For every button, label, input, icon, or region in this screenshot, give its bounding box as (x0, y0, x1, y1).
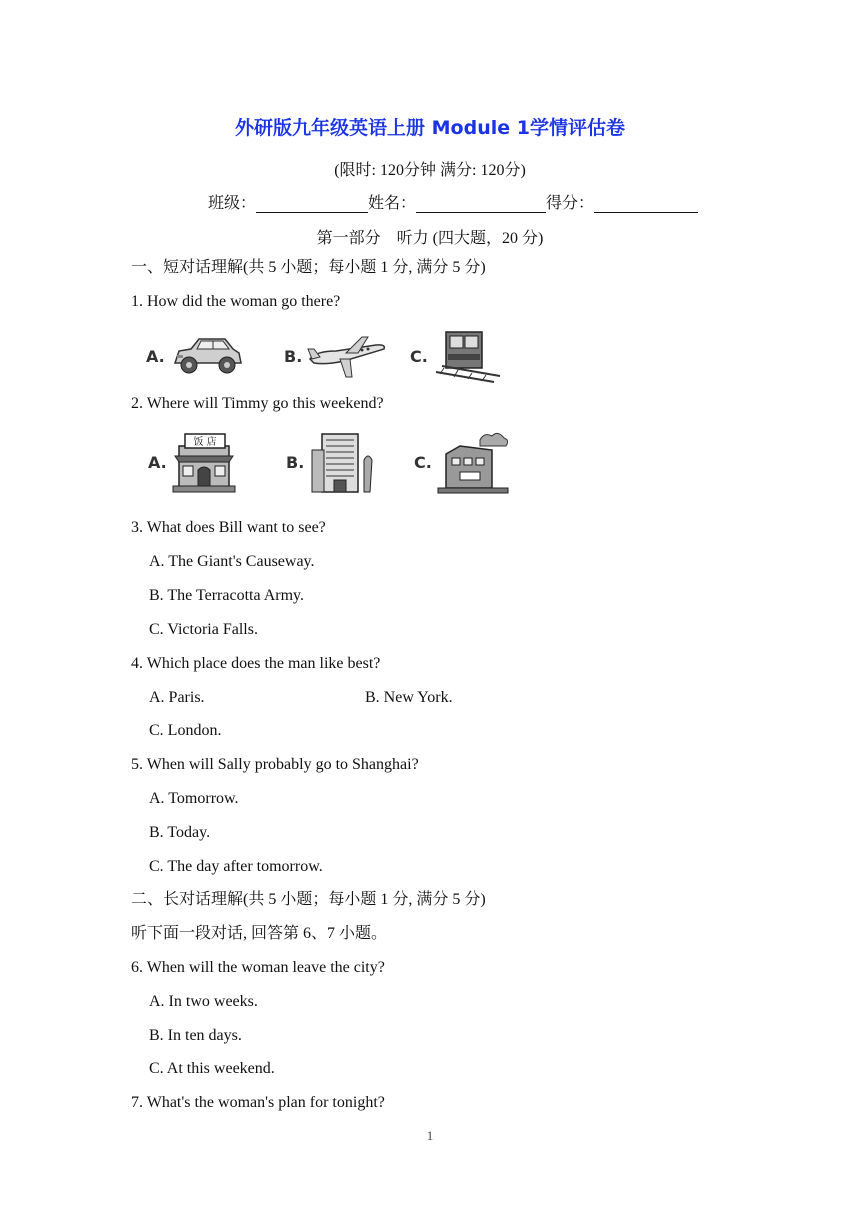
q1-option-c[interactable]: C. (410, 328, 502, 384)
score-label: 得分： (546, 195, 595, 212)
q1-option-b[interactable]: B. (284, 331, 410, 381)
question-5: 5. When will Sally probably go to Shanghai? (131, 756, 419, 773)
q5-option-a[interactable]: A. Tomorrow. (149, 790, 239, 807)
page-number: 1 (426, 1128, 434, 1143)
question-6: 6. When will the woman leave the city? (131, 959, 385, 976)
q2-option-a[interactable]: A. 饭 店 (148, 430, 286, 494)
q2-option-b[interactable]: B. (286, 430, 414, 494)
question-1: 1. How did the woman go there? (131, 293, 341, 310)
q5-option-c[interactable]: C. The day after tomorrow. (149, 858, 323, 875)
name-label: 姓名： (368, 195, 417, 212)
q3-option-a[interactable]: A. The Giant's Causeway. (149, 553, 315, 570)
section-one-heading: 一、短对话理解(共 5 小题；每小题 1 分, 满分 5 分) (131, 259, 486, 276)
part-one-heading: 第一部分 听力 (四大题，20 分) (316, 230, 544, 247)
restaurant-icon (171, 430, 237, 494)
name-field[interactable] (416, 198, 546, 213)
office-building-icon (308, 430, 378, 494)
q3-option-b[interactable]: B. The Terracotta Army. (149, 587, 304, 604)
question-2-options (148, 430, 510, 494)
q5-option-b[interactable]: B. Today. (149, 824, 211, 841)
car-icon (169, 331, 245, 381)
question-1-options (146, 328, 502, 384)
train-icon (432, 328, 502, 384)
airplane-icon (306, 331, 388, 381)
class-label: 班级： (208, 195, 257, 212)
question-7: 7. What's the woman's plan for tonight? (131, 1094, 385, 1111)
q4-option-a[interactable]: A. Paris. (149, 689, 205, 706)
q6-option-a[interactable]: A. In two weeks. (149, 993, 258, 1010)
q6-option-b[interactable]: B. In ten days. (149, 1027, 242, 1044)
q1-option-a[interactable]: A. (146, 331, 284, 381)
svg-text:饭 店: 饭 店 (193, 437, 217, 448)
question-3: 3. What does Bill want to see? (131, 519, 326, 536)
question-2: 2. Where will Timmy go this weekend? (131, 395, 384, 412)
time-info: (限时: 120分钟 满分: 120分) (334, 162, 526, 179)
cinema-icon (436, 430, 510, 494)
q4-option-c[interactable]: C. London. (149, 722, 222, 739)
q6-option-c[interactable]: C. At this weekend. (149, 1060, 275, 1077)
q2-option-c[interactable]: C. (414, 430, 510, 494)
question-4: 4. Which place does the man like best? (131, 655, 381, 672)
section-two-heading: 二、长对话理解(共 5 小题；每小题 1 分, 满分 5 分) (131, 891, 486, 908)
q4-option-b[interactable]: B. New York. (365, 689, 453, 706)
score-field[interactable] (594, 198, 698, 213)
page-title: 外研版九年级英语上册 Module 1学情评估卷 (235, 117, 625, 139)
student-info-row (208, 190, 698, 213)
class-field[interactable] (256, 198, 368, 213)
q3-option-c[interactable]: C. Victoria Falls. (149, 621, 258, 638)
section-two-instruction: 听下面一段对话, 回答第 6、7 小题。 (131, 925, 388, 942)
